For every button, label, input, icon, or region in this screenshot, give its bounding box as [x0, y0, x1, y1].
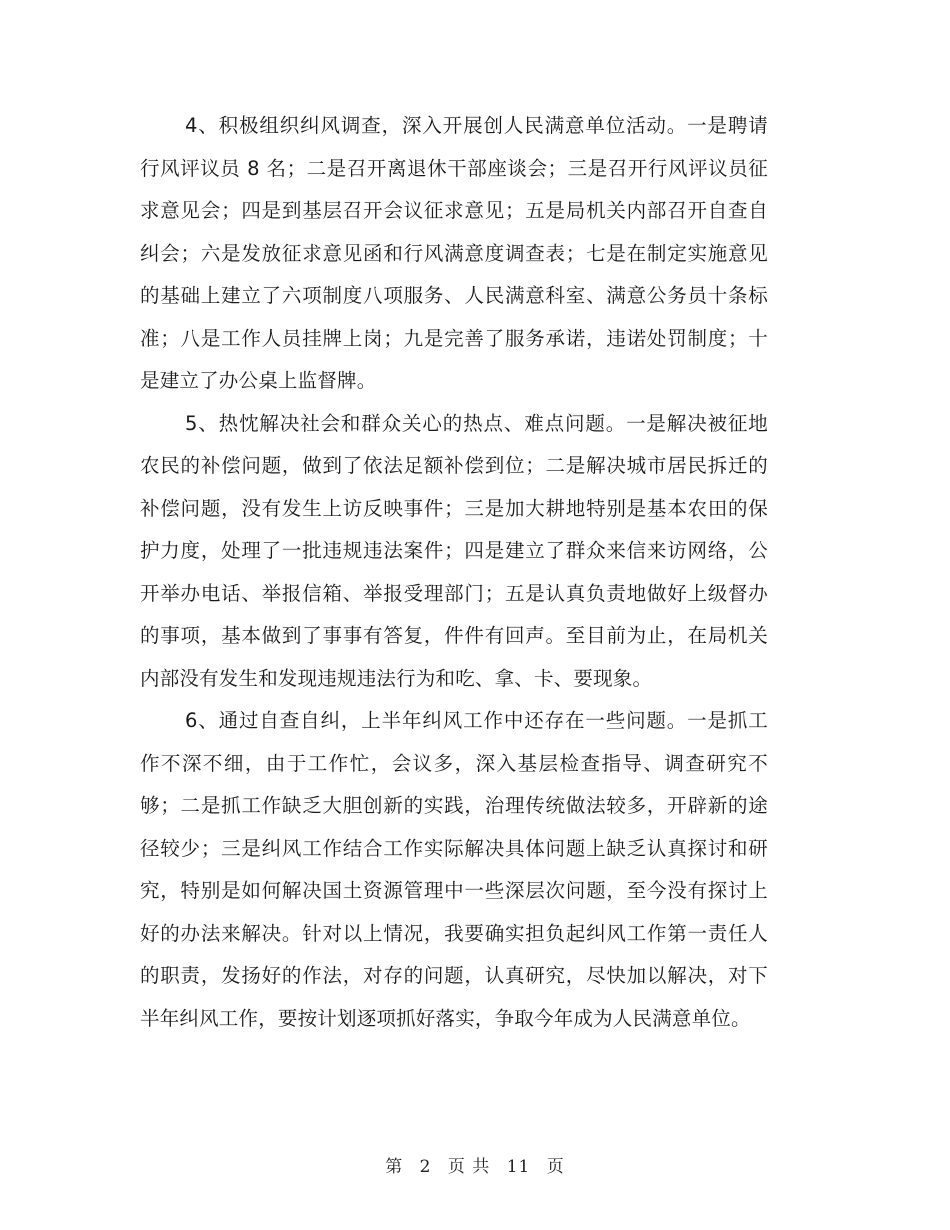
document-body [140, 105, 768, 1040]
footer-middle: 页 共 [447, 1157, 491, 1177]
footer-prefix: 第 [385, 1157, 404, 1177]
paragraph-5: 5、热忱解决社会和群众关心的热点、难点问题。一是解决被征地农民的补偿问题，做到了依法足额补偿到位；二是解决城市居民拆迁的补偿问题，没有发生上访反映事件；三是加大耕地特别是基本农田的保护力度，处理了一批违规违法案件；四是建立了群众来信来访网络，公开举办电话、举报信箱、举报受理部门；五是认真负责地做好上级督办的事项，基本做到了事事有答复，件件有回声。至目前为止，在局机关内部没有发生和发现违规违法行为和吃、拿、卡、要现象。 [140, 411, 768, 690]
page-number: 2 [419, 1157, 432, 1177]
page-footer [0, 1152, 950, 1177]
paragraph-6: 6、通过自查自纠，上半年纠风工作中还存在一些问题。一是抓工作不深不细，由于工作忙，会议多，深入基层检查指导、调查研究不够；二是抓工作缺乏大胆创新的实践，治理传统做法较多，开辟新的途径较少；三是纠风工作结合工作实际解决具体问题上缺乏认真探讨和研究，特别是如何解决国土资源管理中一些深层次问题，至今没有探讨上好的办法来解决。针对以上情况，我要确实担负起纠风工作第一责任人的职责，发扬好的作法，对存的问题，认真研究，尽快加以解决，对下半年纠风工作，要按计划逐项抓好落实，争取今年成为人民满意单位。 [140, 709, 768, 1030]
paragraph-4: 4、积极组织纠风调查，深入开展创人民满意单位活动。一是聘请行风评议员 8 名；二是召开离退休干部座谈会；三是召开行风评议员征求意见会；四是到基层召开会议征求意见；五是局机关内部召开自查自纠会；六是发放征求意见函和行风满意度调查表；七是在制定实施意见的基础上建立了六项制度八项服务、人民满意科室、满意公务员十条标准；八是工作人员挂牌上岗；九是完善了服务承诺，违诺处罚制度；十是建立了办公桌上监督牌。 [140, 114, 768, 392]
total-pages: 11 [506, 1157, 531, 1177]
footer-suffix: 页 [546, 1157, 565, 1177]
